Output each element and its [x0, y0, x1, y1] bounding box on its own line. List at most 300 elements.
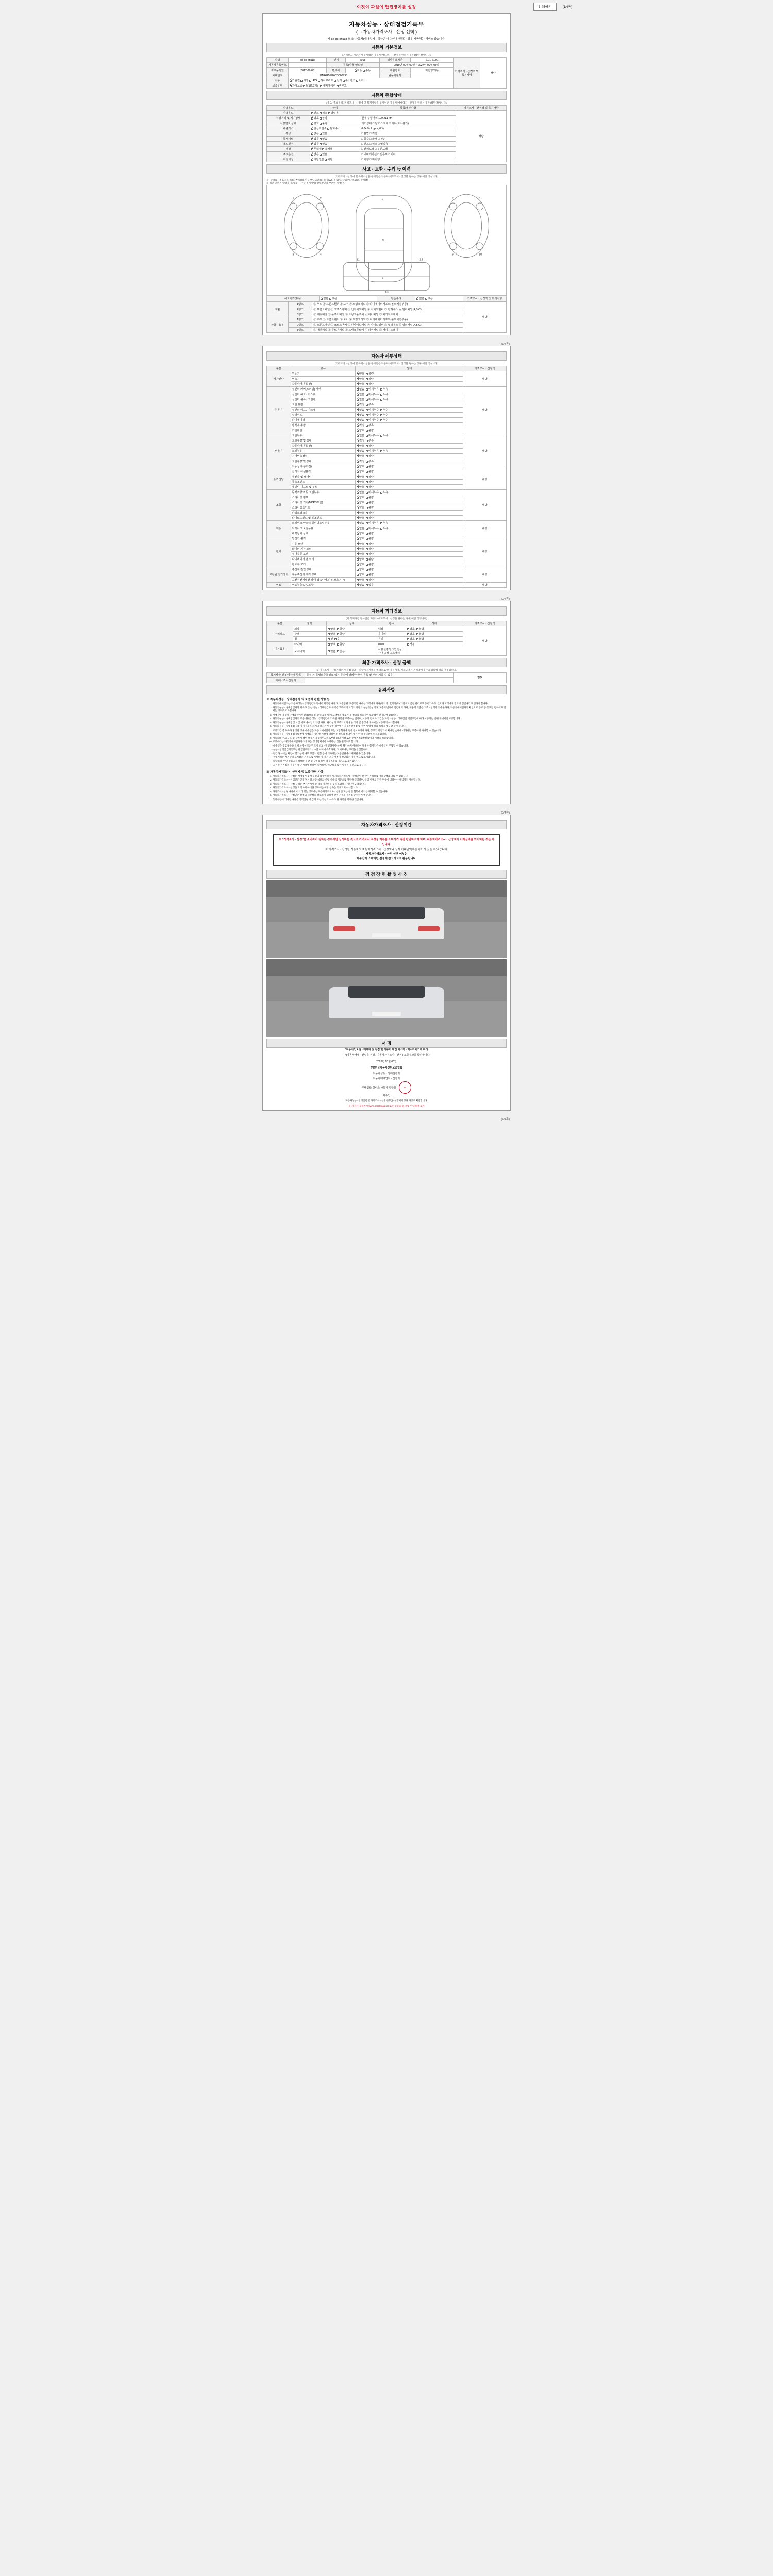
damage-diagram-svg	[267, 185, 506, 296]
checkbox-detail-1-0-1[interactable]	[366, 388, 368, 391]
checkbox-detail-4-3-0[interactable]	[357, 507, 359, 509]
detail-item-label: 동력조향 작동 오일누유	[291, 490, 356, 495]
other-col-3: 가격조사 · 산정액	[463, 621, 507, 626]
checkbox-detail-1-5-2[interactable]	[380, 414, 382, 416]
detail-item-label: 작동상태(공회전)	[291, 444, 356, 449]
security-warning-text: 이것이 파일에 안전장치를 설정	[357, 4, 416, 9]
detail-col-1: 항목	[291, 366, 356, 371]
overall-row-label-4: 튜닝	[267, 131, 310, 137]
history-accident-label: 사고이력(유무)	[267, 296, 320, 301]
sign-row-2-label: 매수인	[382, 1094, 391, 1098]
checkbox-detail-1-1-0[interactable]	[357, 394, 359, 396]
svg-text:5: 5	[382, 199, 384, 202]
overall-row-state-1: ✓ 양호 불량	[310, 116, 360, 121]
checkbox-detail-1-8-0[interactable]	[357, 430, 359, 432]
checkbox-other-b-2-1[interactable]	[416, 638, 418, 640]
checkbox-other-a-4-1[interactable]	[337, 650, 339, 652]
checkbox-detail-0-1-1[interactable]	[366, 378, 368, 380]
checkbox-fuel-diesel[interactable]	[300, 80, 303, 82]
checkbox-detail-4-5-0[interactable]	[357, 517, 359, 519]
checkbox-detail-4-3-1[interactable]	[366, 507, 368, 509]
checkbox-detail-1-3-1[interactable]	[366, 404, 368, 406]
overall-row-detail-0	[360, 111, 456, 116]
print-button[interactable]: 인쇄하기	[533, 3, 557, 11]
other-group-basic: 기본품목	[267, 642, 293, 656]
overall-col-0: 사용용도	[267, 106, 310, 111]
detail-item-state: 양호 불량	[356, 578, 463, 583]
checkbox-detail-6-0-1[interactable]	[366, 538, 368, 540]
checkbox-detail-7-1-0[interactable]	[357, 574, 359, 576]
history-rank-items-2b: ① 프론트패널 ② 크로스멤버 ③ 인사이드패널 ④ 사이드멤버 ⑤ 휠하우스 ⑥ 필러패널(A,B,C)	[312, 323, 463, 328]
checkbox-recall-yes[interactable]	[325, 159, 327, 161]
checkbox-color-chroma[interactable]	[322, 148, 324, 150]
checkbox-detail-4-1-0[interactable]	[357, 497, 359, 499]
price-label-1: 거래 · 조사산정자	[267, 678, 305, 683]
list-item: 2. 자동차성능 · 상태점검자가 기록 및 있는 성능 · 상태점검자 내역은 고객에게 고객의 차량의 성능 및 상태 및 보증의 범위에 점검내역 하며, 내용의 기준은 고객 · 상태기기에 준하며, 자동차매매업자의 확인으로 통보 등 통보된 범위에 확인되는 경우로 기록합니다.	[273, 706, 507, 713]
history-rank-table	[266, 301, 507, 333]
detail-item-label: 발전기 출력	[291, 536, 356, 541]
checkbox-detail-6-1-0[interactable]	[357, 543, 359, 545]
checkbox-detail-3-0-0[interactable]	[357, 471, 359, 473]
checkbox-detail-3-3-1[interactable]	[366, 486, 368, 488]
svg-text:6: 6	[382, 277, 384, 280]
detail-item-label: 실린더 헤드 / 가스켓	[291, 392, 356, 397]
checkbox-detail-2-4-0[interactable]	[357, 455, 359, 457]
other-item2-label: ušeb	[377, 642, 406, 647]
advice-line-0: ※ "가격조사 · 산정"은 소비자가 원하는 경우에만 실시하는 것으로 가격조사 적정성 여부를 소비자가 직접 판단하셔야 하며, 자동차가격조사 · 산정액이 거래금액을 의미하는 것은 아닙니다.	[278, 838, 495, 846]
detail-item-state: ✓ 양호 불량	[356, 500, 463, 505]
detail-item-label: 구동축전지 격리 상태	[291, 572, 356, 578]
advice-warning-box	[273, 834, 500, 866]
checkbox-detail-5-0-1[interactable]	[366, 522, 368, 524]
detail-item-state: ✓ 없음 있음	[356, 583, 463, 588]
other-table-body	[267, 626, 507, 656]
checkbox-detail-0-1-0[interactable]	[357, 378, 359, 380]
checkbox-other-b-1-0[interactable]	[407, 633, 409, 635]
checkbox-option-sunroof[interactable]	[337, 85, 339, 87]
detail-item-state: 양호 불량	[356, 572, 463, 578]
browser-topbar	[0, 0, 773, 13]
checkbox-detail-3-2-1[interactable]	[366, 481, 368, 483]
list-item: 6. 자동차성능 · 상태점검 내용이 사실과 다르거나 하자가 발생한 경우에는 자동차관리법 및 관련 법령에 따라 보상을 청구할 수 있습니다.	[273, 725, 507, 728]
checkbox-emission-hc[interactable]	[327, 128, 329, 130]
detail-item-label: 오일누유	[291, 433, 356, 438]
checkbox-detail-3-2-0[interactable]	[357, 481, 359, 483]
detail-item-label: 오일 유량	[291, 402, 356, 408]
checkbox-detail-2-1-1[interactable]	[366, 440, 368, 442]
list-item: - 점검 당시에는 확인이 불가능한 내부 부품의 결함 등에 대하여는 보증범위에서 제외될 수 있습니다.	[272, 752, 507, 756]
checkbox-other-b-1-1[interactable]	[416, 633, 418, 635]
basic-value-carname: se-oo-ori118	[288, 58, 326, 63]
list-item: 2. 자동차가격조사 · 산정인은 산정 당시의 차량 상태와 시장 시세를 기준으로 가격을 산정하며, 산정 이후의 가격 변동에 대하여는 책임지지 아니합니다.	[273, 778, 507, 782]
checkbox-other-a-3-1[interactable]	[337, 643, 339, 646]
basic-value-seats: 최인영/가능	[410, 68, 453, 73]
photo-rear-plate	[372, 933, 401, 937]
checkbox-detail-5-0-0[interactable]	[357, 522, 359, 524]
section-detail-note: (거래조사 · 산정에 및 복지사항을 동시인은 자동차(매도모시 · 산정물 원하는 경우)해만 작성니다)	[334, 362, 439, 365]
checkbox-detail-5-1-1[interactable]	[366, 528, 368, 530]
detail-group-label: 연료	[267, 583, 291, 588]
section-basic-title: 자동차 기본정보	[266, 43, 507, 52]
overall-row-label-8: 주요옵션	[267, 152, 310, 157]
checkbox-warranty-insurance[interactable]	[303, 85, 305, 87]
checkbox-usechange-yes[interactable]	[320, 143, 322, 145]
overall-row-detail-5: □ 침수 □ 화재 □ 전손	[360, 137, 456, 142]
checkbox-detail-4-5-1[interactable]	[366, 517, 368, 519]
checkbox-use-rent[interactable]	[311, 112, 313, 114]
checkbox-trans-auto[interactable]	[355, 70, 357, 72]
checkbox-color-mono[interactable]	[311, 148, 313, 150]
checkbox-use-lease[interactable]	[320, 112, 322, 114]
checkbox-other-a-4-0[interactable]	[328, 650, 330, 652]
checkbox-accident-none[interactable]	[321, 298, 323, 300]
checkbox-detail-1-1-2[interactable]	[380, 394, 382, 396]
other-col-2b: 상태	[406, 621, 463, 626]
detail-item-label: 작동상태(공회전)	[291, 382, 356, 387]
photo-rear-lamp-right	[418, 926, 440, 932]
sign-company: [사]한국자동차진단보증협회	[371, 1066, 402, 1070]
checkbox-detail-8-0-0[interactable]	[357, 584, 359, 586]
svg-text:10: 10	[478, 253, 482, 257]
sign-line-1: "자동차인도일 · 매매자 및 점검 및 서류기 확인 해소하 · 매시다기기에 따라	[345, 1048, 428, 1052]
checkbox-detail-1-3-0[interactable]	[357, 404, 359, 406]
page-subtitle: ( □ 자동차가격조사 · 산정 선택 )	[356, 29, 417, 35]
checkbox-detail-0-2-0[interactable]	[357, 383, 359, 385]
detail-group-right: 해당	[463, 536, 507, 567]
caution-list-2	[273, 775, 507, 802]
checkbox-other-a-1-1[interactable]	[337, 633, 339, 635]
detail-item-state: ✓ 양호 불량	[356, 480, 463, 485]
checkbox-detail-7-1-1[interactable]	[366, 574, 368, 576]
price-value-0: 품질 기 특별보증불필요 있는 품질에 결의한 한정 등록 및 부러 기를 수 있음	[305, 673, 453, 678]
table-row	[267, 567, 507, 572]
history-rank-items-3b: ① 대쉬패널 ② 플로어패널 ③ 트렁크플로어 ④ 리어패널 ⑤ 패키지트레이	[312, 328, 463, 333]
checkbox-other-a-1-0[interactable]	[328, 633, 330, 635]
checkbox-detail-0-0-1[interactable]	[366, 373, 368, 375]
detail-item-label: 브레이크 마스터 실린더오일누유	[291, 521, 356, 526]
seal-stamp: 인	[399, 1081, 411, 1094]
detail-group-right: 해당	[463, 469, 507, 490]
overall-row-state-0: 렌트 리스 영업용	[310, 111, 360, 116]
checkbox-detail-1-0-2[interactable]	[380, 388, 382, 391]
other-item2-label: 룸미러	[377, 632, 406, 637]
svg-text:4: 4	[320, 253, 322, 257]
checkbox-detail-2-0-0[interactable]	[357, 435, 359, 437]
checkbox-tuning-none[interactable]	[311, 133, 313, 135]
checkbox-mileage-bad[interactable]	[320, 117, 322, 120]
checkbox-detail-4-1-1[interactable]	[366, 497, 368, 499]
checkbox-detail-3-1-1[interactable]	[366, 476, 368, 478]
checkbox-simple-none[interactable]	[416, 298, 418, 300]
checkbox-detail-6-2-1[interactable]	[366, 548, 368, 550]
section-other-note: (외 복지사항 동사인은 자동차(매도모시 · 산정을 원하는 경우)해만 작성니다)	[346, 617, 427, 620]
checkbox-detail-4-2-0[interactable]	[357, 502, 359, 504]
other-item2-state	[406, 647, 463, 656]
checkbox-detail-1-6-1[interactable]	[366, 419, 368, 421]
checkbox-use-biz[interactable]	[328, 112, 330, 114]
svg-text:9: 9	[452, 253, 454, 257]
page-4	[262, 815, 511, 1111]
checkbox-detail-1-4-1[interactable]	[366, 409, 368, 411]
checkbox-detail-5-1-0[interactable]	[357, 528, 359, 530]
other-item-state: 양호 불량	[327, 626, 377, 632]
photo-rear-ceiling	[266, 880, 507, 897]
checkbox-detail-6-5-0[interactable]	[357, 564, 359, 566]
sign-date: 2026년 03월 06일	[376, 1060, 397, 1064]
detail-item-state: ✓ 양호 불량	[356, 531, 463, 536]
detail-item-label: 배력장치 상태	[291, 531, 356, 536]
checkbox-emission-co[interactable]	[311, 128, 313, 130]
detail-item-state: ✓ 없음 미세누유 누유	[356, 449, 463, 454]
detail-group-right: 해당	[463, 433, 507, 469]
checkbox-other-b-0-0[interactable]	[407, 628, 409, 630]
detail-item-state: ✓ 양호 불량	[356, 547, 463, 552]
detail-item-state: ✓ 양호 불량	[356, 454, 463, 459]
svg-text:M: M	[382, 239, 385, 242]
list-item: 8. 자동차성능 · 상태점검기록부에 기재되지 아니한 사항에 대하여는 별도의 특약이 없는 한 보증대상에서 제외됩니다.	[273, 733, 507, 736]
checkbox-detail-5-1-2[interactable]	[380, 528, 382, 530]
basic-value-year: 2018	[346, 58, 379, 63]
checkbox-detail-1-6-2[interactable]	[380, 419, 382, 421]
checkbox-fuel-lpg[interactable]	[309, 80, 311, 82]
checkbox-tuning-yes[interactable]	[320, 133, 322, 135]
checkbox-detail-1-0-0[interactable]	[357, 388, 359, 391]
checkbox-detail-2-2-0[interactable]	[357, 445, 359, 447]
checkbox-other-a-2-0[interactable]	[328, 638, 330, 640]
checkbox-other-b-0-1[interactable]	[416, 628, 418, 630]
svg-text:13: 13	[385, 291, 389, 294]
checkbox-other-a-2-1[interactable]	[334, 638, 337, 640]
checkbox-detail-1-6-0[interactable]	[357, 419, 359, 421]
topbar-page-label: (1/4쪽)	[562, 6, 572, 9]
checkbox-other-a-0-1[interactable]	[337, 628, 339, 630]
detail-item-label: 커먼레일	[291, 428, 356, 433]
checkbox-detail-5-2-1[interactable]	[366, 533, 368, 535]
basic-info-table	[266, 57, 507, 89]
detail-item-label: 브레이크 오일누유	[291, 526, 356, 531]
checkbox-detail-1-7-1[interactable]	[366, 425, 368, 427]
list-item: 10. 보증수리는 자동차매매업자가 지정하는 정비업체에서 수리하는 것을 원칙으로 합니다.	[273, 740, 507, 744]
checkbox-usechange-none[interactable]	[311, 143, 313, 145]
checkbox-gauge-good[interactable]	[311, 123, 313, 125]
basic-fuel-checks: ✓ 가솔린 디젤 LPG 하이브리드 전기 수소전기 기타	[288, 78, 453, 83]
list-item: 5. 자동차성능 · 상태점검 시점 이후 매수인의 차량 사용 · 관리상의 부주의로 발생한 고장 및 손상에 대하여는 보증하지 아니합니다.	[273, 721, 507, 725]
detail-group-right: 해당	[463, 371, 507, 387]
checkbox-trans-manual[interactable]	[363, 70, 365, 72]
detail-item-state: ✓ 양호 불량	[356, 495, 463, 500]
detail-state-table	[266, 366, 507, 588]
checkbox-detail-1-5-1[interactable]	[366, 414, 368, 416]
table-row	[267, 536, 507, 541]
checkbox-detail-2-6-1[interactable]	[366, 466, 368, 468]
checkbox-detail-4-4-1[interactable]	[366, 512, 368, 514]
checkbox-detail-1-7-0[interactable]	[357, 425, 359, 427]
checkbox-detail-7-0-1[interactable]	[366, 569, 368, 571]
checkbox-detail-8-0-1[interactable]	[366, 584, 368, 586]
overall-row-detail-6: □ 렌트 □ 리스 □ 영업용	[360, 142, 456, 147]
checkbox-detail-4-0-2[interactable]	[380, 492, 382, 494]
checkbox-detail-4-4-0[interactable]	[357, 512, 359, 514]
checkbox-special-yes[interactable]	[320, 138, 322, 140]
checkbox-fuel-etc[interactable]	[356, 80, 358, 82]
checkbox-detail-6-4-1[interactable]	[366, 558, 368, 561]
checkbox-detail-6-0-0[interactable]	[357, 538, 359, 540]
other-item-label: 타이어	[293, 642, 327, 647]
checkbox-detail-4-2-1[interactable]	[366, 502, 368, 504]
checkbox-fuel-hydrogen[interactable]	[343, 80, 345, 82]
checkbox-detail-3-3-0[interactable]	[357, 486, 359, 488]
photo-rear-window	[348, 907, 425, 919]
checkbox-detail-2-3-0[interactable]	[357, 450, 359, 452]
checkbox-detail-7-2-0[interactable]	[357, 579, 359, 581]
checkbox-detail-2-0-2[interactable]	[380, 435, 382, 437]
sign-row-1-label: 자동차매매업자 · 산정자	[373, 1077, 400, 1080]
price-label-0: 특기사항 및 감가산정 항목	[267, 673, 305, 678]
checkbox-detail-2-5-0[interactable]	[357, 461, 359, 463]
checkbox-detail-0-0-0[interactable]	[357, 373, 359, 375]
checkbox-detail-4-0-1[interactable]	[366, 492, 368, 494]
checkbox-other-a-0-0[interactable]	[328, 628, 330, 630]
photo-rear[interactable]	[266, 880, 507, 958]
checkbox-detail-1-8-1[interactable]	[366, 430, 368, 432]
checkbox-detail-6-1-1[interactable]	[366, 543, 368, 545]
checkbox-detail-6-4-0[interactable]	[357, 558, 359, 561]
checkbox-detail-1-2-0[interactable]	[357, 399, 359, 401]
checkbox-detail-2-3-2[interactable]	[380, 450, 382, 452]
checkbox-detail-0-2-1[interactable]	[366, 383, 368, 385]
section-advice-title: 자동차가격조사 · 산정이란	[266, 820, 507, 829]
checkbox-detail-6-5-1[interactable]	[366, 564, 368, 566]
other-col-0: 구분	[267, 621, 293, 626]
overall-row-detail-1: 현재 주행거리 109,211 km	[360, 116, 456, 121]
checkbox-mileage-good[interactable]	[311, 117, 313, 120]
detail-item-state: ✓ 양호 불량	[356, 382, 463, 387]
sign-row-0	[266, 1072, 507, 1077]
basic-label-regdate: 등록(사용)연도일	[327, 63, 379, 68]
detail-item-label: 냉각수 수량	[291, 423, 356, 428]
checkbox-detail-1-2-2[interactable]	[380, 399, 382, 401]
checkbox-detail-7-2-1[interactable]	[366, 579, 368, 581]
checkbox-simple-yes[interactable]	[425, 298, 427, 300]
table-row	[267, 387, 507, 392]
basic-label-firstdate: 최초등록일	[267, 68, 289, 73]
checkbox-option-none[interactable]	[311, 154, 313, 156]
overall-row-state-5: ✓ 없음 있음	[310, 137, 360, 142]
detail-item-label: 라디에이터 팬 모터	[291, 557, 356, 562]
history-rank-3b: 3랭크	[288, 328, 312, 333]
section-caution-title: 유의사항	[266, 685, 507, 694]
history-accident-state: ✓ 없음 있음	[320, 296, 377, 301]
checkbox-accident-yes[interactable]	[329, 298, 331, 300]
checkbox-detail-2-6-0[interactable]	[357, 466, 359, 468]
checkbox-other-b-3-0[interactable]	[407, 643, 409, 646]
photo-front[interactable]	[266, 959, 507, 1037]
checkbox-warranty-self[interactable]	[290, 85, 292, 87]
history-rank-3a: 3랭크	[288, 312, 312, 317]
checkbox-detail-4-0-0[interactable]	[357, 492, 359, 494]
detail-item-label: 와이퍼 기능 모터	[291, 547, 356, 552]
svg-text:12: 12	[419, 258, 423, 262]
damage-diagram[interactable]	[266, 185, 507, 296]
page-1	[262, 13, 511, 335]
caution-sublist-1	[272, 744, 507, 767]
checkbox-detail-1-2-1[interactable]	[366, 399, 368, 401]
basic-label-inspection: 검사유효기간	[379, 58, 410, 63]
caution-heading-2: ※ 자동차가격조사 · 산정자 및 보증 관련 사항	[266, 770, 324, 774]
basic-label-trans: 변속기	[327, 68, 346, 73]
checkbox-option-yes[interactable]	[320, 154, 322, 156]
checkbox-detail-5-2-0[interactable]	[357, 533, 359, 535]
overall-row-state-9: ✓ 해당없음 해당	[310, 157, 360, 162]
checkbox-detail-2-4-1[interactable]	[366, 455, 368, 457]
checkbox-special-none[interactable]	[311, 138, 313, 140]
checkbox-detail-1-5-0[interactable]	[357, 414, 359, 416]
overall-row-label-5: 특별이력	[267, 137, 310, 142]
table-row	[267, 469, 507, 474]
overall-row-label-7: 색상	[267, 147, 310, 152]
detail-item-label: 파워크랭크축	[291, 511, 356, 516]
checkbox-fuel-electric[interactable]	[334, 80, 336, 82]
detail-item-label: 고전원전기배선 상태(접속단자,피복,보호기구)	[291, 578, 356, 583]
price-note: ※ 가격조사 · 산정가격은 성능점검당시 차량가격기록을 바탕으로 한 가격이며, 거래금액은 거래당사자간의 협의에 따라 결정됩니다.	[316, 669, 457, 672]
detail-group-label: 변속기	[267, 433, 291, 469]
checkbox-detail-5-0-2[interactable]	[380, 522, 382, 524]
checkbox-detail-3-1-0[interactable]	[357, 476, 359, 478]
basic-label-year: 연식	[327, 58, 346, 63]
checkbox-recall-na[interactable]	[311, 159, 313, 161]
other-item2-label: 내장	[377, 626, 406, 632]
checkbox-detail-1-4-0[interactable]	[357, 409, 359, 411]
detail-item-state: ✓ 적정 부족	[356, 459, 463, 464]
checkbox-detail-3-0-1[interactable]	[366, 471, 368, 473]
checkbox-detail-1-4-2[interactable]	[380, 409, 382, 411]
checkbox-option-nav[interactable]	[320, 85, 322, 87]
checkbox-detail-6-3-1[interactable]	[366, 553, 368, 555]
detail-item-label: 실린더 커버(로커암) 커버	[291, 387, 356, 392]
detail-item-state: ✓ 양호 불량	[356, 377, 463, 382]
checkbox-other-a-3-0[interactable]	[328, 643, 330, 646]
sign-footer: ※ 자기긴 자동차사(www.car365.go.kr) 또는 성능을 검색 및 안내하여 보기	[348, 1105, 425, 1108]
detail-item-label: 작동상태(공회전)	[291, 464, 356, 469]
checkbox-gauge-bad[interactable]	[320, 123, 322, 125]
detail-item-label: 타이로드엔드 및 볼조인트	[291, 516, 356, 521]
checkbox-detail-2-3-1[interactable]	[366, 450, 368, 452]
history-right-header: 가격조사 · 산정액 및 특기사항	[463, 296, 507, 301]
checkbox-detail-2-2-1[interactable]	[366, 445, 368, 447]
checkbox-detail-1-1-1[interactable]	[366, 394, 368, 396]
checkbox-detail-2-0-1[interactable]	[366, 435, 368, 437]
checkbox-detail-2-5-1[interactable]	[366, 461, 368, 463]
detail-item-label: 실린더 헤드 / 가스켓	[291, 408, 356, 413]
detail-item-label: 연료누출(LPG포함)	[291, 583, 356, 588]
overall-col-1: 상태	[310, 106, 360, 111]
checkbox-detail-6-2-0[interactable]	[357, 548, 359, 550]
detail-item-label: 충전구 절연 상태	[291, 567, 356, 572]
checkbox-fuel-hybrid[interactable]	[318, 80, 320, 82]
checkbox-detail-2-1-0[interactable]	[357, 440, 359, 442]
list-item: 4. 자동차성능 · 상태점검자의 보증내용은 성능 · 상태점검에 기록된 사항을 보증하는 것이며, 보증의 범위와 기간은 자동차성능 · 상태점검 책임보험에 따라 보증되는 범위 내에서만 보증합니다.	[273, 717, 507, 721]
list-item: 9. 자동차의 주요 구조 및 장치에 대한 보증은 자동차인도일로부터 30일 이상 또는 주행거리 2천킬로미터 이상을 보증합니다.	[273, 737, 507, 740]
checkbox-detail-7-0-0[interactable]	[357, 569, 359, 571]
svg-text:8: 8	[478, 197, 480, 201]
checkbox-fuel-gasoline[interactable]	[290, 80, 292, 82]
checkbox-other-b-2-0[interactable]	[407, 638, 409, 640]
checkbox-detail-6-3-0[interactable]	[357, 553, 359, 555]
doc-topline: 제 se-oo-ori118 호 ※ 자동차(매매업자 · 성능은 매수인에 원하는 경우 제공해는 서비스없습니다.	[328, 38, 445, 41]
history-rank-2a: 2랭크	[288, 307, 312, 312]
detail-group-label: 조향	[267, 490, 291, 521]
detail-item-label: 클러치 어셈블리	[291, 469, 356, 474]
